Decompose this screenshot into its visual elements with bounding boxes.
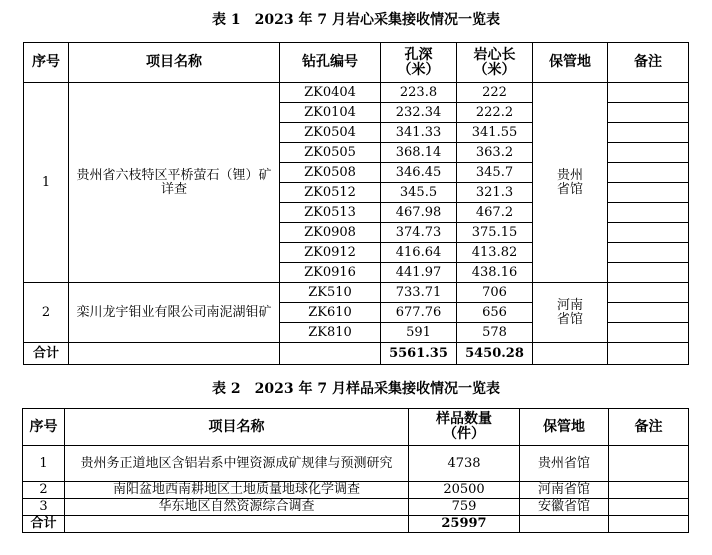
storage-line2: 省馆 bbox=[556, 311, 583, 327]
row-project-name: 南阳盆地西南耕地区土地质量地球化学调查 bbox=[65, 482, 409, 499]
total-empty-cell bbox=[608, 343, 689, 365]
core-length: 345.7 bbox=[457, 163, 533, 183]
total-row bbox=[23, 516, 689, 533]
hole-depth: 223.8 bbox=[381, 83, 457, 103]
total-empty-cell bbox=[520, 516, 609, 533]
core-sample-table bbox=[23, 42, 689, 365]
hole-depth: 416.64 bbox=[381, 243, 457, 263]
row-storage: 安徽省馆 bbox=[520, 499, 609, 516]
remark-cell bbox=[608, 203, 689, 223]
remark-cell bbox=[608, 83, 689, 103]
group-storage bbox=[533, 83, 608, 283]
hole-id: ZK0916 bbox=[280, 263, 381, 283]
hole-id: ZK810 bbox=[280, 323, 381, 343]
row-project-name: 华东地区自然资源综合调查 bbox=[65, 499, 409, 516]
table-row bbox=[23, 446, 689, 482]
hole-id: ZK0104 bbox=[280, 103, 381, 123]
core-length: 321.3 bbox=[457, 183, 533, 203]
header-depth-line2: （米） bbox=[397, 61, 440, 78]
row-sample-count: 4738 bbox=[409, 446, 520, 482]
header-length-line1: 岩心长 bbox=[473, 46, 516, 63]
core-length: 363.2 bbox=[457, 143, 533, 163]
header-depth-line1: 孔深 bbox=[404, 46, 433, 63]
total-empty-cell bbox=[280, 343, 381, 365]
hole-depth: 341.33 bbox=[381, 123, 457, 143]
row-sample-count: 20500 bbox=[409, 482, 520, 499]
hole-id: ZK0912 bbox=[280, 243, 381, 263]
header-remark: 备注 bbox=[608, 43, 689, 83]
header-depth bbox=[381, 43, 457, 83]
hole-id: ZK0513 bbox=[280, 203, 381, 223]
hole-id: ZK0508 bbox=[280, 163, 381, 183]
core-length: 438.16 bbox=[457, 263, 533, 283]
row-project-name: 贵州务正道地区含铝岩系中锂资源成矿规律与预测研究 bbox=[65, 446, 409, 482]
table-row bbox=[24, 283, 689, 303]
row-storage: 贵州省馆 bbox=[520, 446, 609, 482]
header-project: 项目名称 bbox=[65, 409, 409, 446]
remark-cell bbox=[608, 263, 689, 283]
table-row bbox=[24, 83, 689, 103]
remark-cell bbox=[608, 243, 689, 263]
remark-cell bbox=[608, 283, 689, 303]
row-sample-count: 759 bbox=[409, 499, 520, 516]
group-seq: 1 bbox=[24, 83, 69, 283]
header-count-line2: （件） bbox=[443, 426, 485, 442]
core-length: 656 bbox=[457, 303, 533, 323]
hole-depth: 345.5 bbox=[381, 183, 457, 203]
hole-id: ZK0404 bbox=[280, 83, 381, 103]
remark-cell bbox=[609, 499, 689, 516]
remark-cell bbox=[608, 103, 689, 123]
hole-id: ZK0504 bbox=[280, 123, 381, 143]
header-sample-count bbox=[409, 409, 520, 446]
remark-cell bbox=[609, 482, 689, 499]
hole-depth: 677.76 bbox=[381, 303, 457, 323]
hole-depth: 591 bbox=[381, 323, 457, 343]
storage-line1: 贵州 bbox=[556, 167, 583, 183]
group-storage bbox=[533, 283, 608, 343]
storage-line2: 省馆 bbox=[556, 181, 583, 197]
table1-caption: 表 1 2023 年 7 月岩心采集接收情况一览表 bbox=[212, 12, 500, 28]
hole-id: ZK0505 bbox=[280, 143, 381, 163]
core-length: 375.15 bbox=[457, 223, 533, 243]
hole-id: ZK610 bbox=[280, 303, 381, 323]
total-label: 合计 bbox=[24, 343, 69, 365]
core-length: 706 bbox=[457, 283, 533, 303]
core-length: 222 bbox=[457, 83, 533, 103]
hole-depth: 733.71 bbox=[381, 283, 457, 303]
hole-depth: 441.97 bbox=[381, 263, 457, 283]
hole-id: ZK0908 bbox=[280, 223, 381, 243]
remark-cell bbox=[608, 143, 689, 163]
remark-cell bbox=[609, 446, 689, 482]
core-length: 341.55 bbox=[457, 123, 533, 143]
group-project-name: 贵州省六枝特区平桥萤石（锂）矿详查 bbox=[69, 83, 280, 283]
total-empty-cell bbox=[533, 343, 608, 365]
header-length-line2: （米） bbox=[473, 61, 516, 78]
total-empty-cell bbox=[609, 516, 689, 533]
total-label: 合计 bbox=[23, 516, 65, 533]
remark-cell bbox=[608, 183, 689, 203]
header-storage: 保管地 bbox=[520, 409, 609, 446]
hole-depth: 374.73 bbox=[381, 223, 457, 243]
hole-depth: 232.34 bbox=[381, 103, 457, 123]
total-empty-cell bbox=[69, 343, 280, 365]
header-storage: 保管地 bbox=[533, 43, 608, 83]
total-row bbox=[24, 343, 689, 365]
row-seq: 2 bbox=[23, 482, 65, 499]
total-core-length: 5450.28 bbox=[457, 343, 533, 365]
table2-caption: 表 2 2023 年 7 月样品采集接收情况一览表 bbox=[212, 381, 500, 397]
hole-depth: 368.14 bbox=[381, 143, 457, 163]
core-length: 222.2 bbox=[457, 103, 533, 123]
header-seq: 序号 bbox=[24, 43, 69, 83]
core-length: 413.82 bbox=[457, 243, 533, 263]
total-empty-cell bbox=[65, 516, 409, 533]
total-depth: 5561.35 bbox=[381, 343, 457, 365]
header-project: 项目名称 bbox=[69, 43, 280, 83]
header-seq: 序号 bbox=[23, 409, 65, 446]
storage-line1: 河南 bbox=[556, 297, 583, 313]
core-length: 467.2 bbox=[457, 203, 533, 223]
group-seq: 2 bbox=[24, 283, 69, 343]
header-remark: 备注 bbox=[609, 409, 689, 446]
remark-cell bbox=[608, 163, 689, 183]
table1-header-row bbox=[24, 43, 689, 83]
hole-depth: 346.45 bbox=[381, 163, 457, 183]
table-row bbox=[23, 482, 689, 499]
table2-header-row bbox=[23, 409, 689, 446]
row-seq: 1 bbox=[23, 446, 65, 482]
header-count-line1: 样品数量 bbox=[436, 411, 492, 427]
remark-cell bbox=[608, 303, 689, 323]
total-sample-count: 25997 bbox=[409, 516, 520, 533]
table-row bbox=[23, 499, 689, 516]
remark-cell bbox=[608, 123, 689, 143]
row-seq: 3 bbox=[23, 499, 65, 516]
sample-table bbox=[22, 408, 689, 533]
core-length: 578 bbox=[457, 323, 533, 343]
hole-depth: 467.98 bbox=[381, 203, 457, 223]
header-core-length bbox=[457, 43, 533, 83]
header-hole: 钻孔编号 bbox=[280, 43, 381, 83]
remark-cell bbox=[608, 223, 689, 243]
group-project-name: 栾川龙宇钼业有限公司南泥湖钼矿 bbox=[69, 283, 280, 343]
hole-id: ZK510 bbox=[280, 283, 381, 303]
hole-id: ZK0512 bbox=[280, 183, 381, 203]
row-storage: 河南省馆 bbox=[520, 482, 609, 499]
remark-cell bbox=[608, 323, 689, 343]
